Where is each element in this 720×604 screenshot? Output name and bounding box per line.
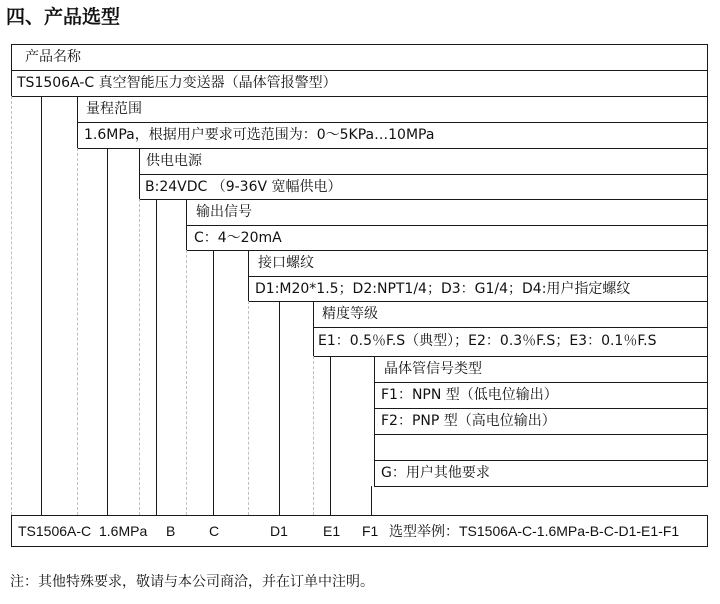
connector-output <box>213 250 214 515</box>
rule-transistor-mid <box>374 382 708 383</box>
product-header: 产品名称 <box>25 49 81 65</box>
code-row-left <box>11 515 12 547</box>
code-product: TS1506A-C <box>18 523 92 539</box>
guide-dashed <box>139 199 140 515</box>
guide-dashed <box>313 356 314 515</box>
selection-example: 选型举例：TS1506A-C-1.6MPa-B-C-D1-E1-F1 <box>389 523 680 539</box>
guide-dashed <box>248 301 249 515</box>
connector-transistor <box>371 486 372 515</box>
rule-transistor-bottom <box>374 486 708 487</box>
transistor-option: G：用户其他要求 <box>381 465 490 481</box>
code-accuracy: E1 <box>323 523 341 539</box>
rule-empty-bottom <box>374 460 708 461</box>
rule-f1-bottom <box>374 408 708 409</box>
connector-accuracy <box>330 356 331 515</box>
step-output-left <box>186 199 187 250</box>
rule-thread-mid <box>248 276 708 277</box>
rule-product-bottom <box>11 96 708 97</box>
step-transistor-left <box>374 356 375 486</box>
rule-product-mid <box>11 70 708 71</box>
rule-product-top <box>11 44 708 45</box>
output-value: C：4～20mA <box>194 230 282 246</box>
rule-f2-bottom <box>374 434 708 435</box>
code-range: 1.6MPa <box>99 523 148 539</box>
step-range-left <box>77 96 78 148</box>
code-power: B <box>166 523 176 539</box>
output-header: 输出信号 <box>196 204 252 220</box>
transistor-header: 晶体管信号类型 <box>384 361 482 377</box>
power-value: B:24VDC （9-36V 宽幅供电） <box>145 179 342 195</box>
connector-power <box>156 199 157 515</box>
connector-product <box>41 96 42 515</box>
step-thread-left <box>248 250 249 301</box>
rule-output-mid <box>186 225 708 226</box>
rule-accuracy-bottom <box>313 356 708 357</box>
thread-value: D1:M20*1.5；D2:NPT1/4；D3：G1/4；D4:用户指定螺纹 <box>255 281 631 297</box>
code-row-bottom <box>11 546 708 547</box>
accuracy-header: 精度等级 <box>322 306 378 322</box>
code-row-right <box>707 515 708 547</box>
code-output: C <box>209 523 220 539</box>
step-accuracy-left <box>313 301 314 356</box>
frame-right-border <box>707 44 708 486</box>
guide-dashed <box>77 148 78 515</box>
range-header: 量程范围 <box>86 101 142 117</box>
step-power-left <box>139 148 140 199</box>
code-transistor: F1 <box>362 523 379 539</box>
rule-power-mid <box>139 174 708 175</box>
range-value: 1.6MPa，根据用户要求可选范围为：0～5KPa…10MPa <box>84 127 435 143</box>
transistor-option: F1：NPN 型（低电位输出） <box>381 387 558 403</box>
code-thread: D1 <box>270 523 288 539</box>
connector-range <box>107 148 108 515</box>
power-header: 供电电源 <box>146 153 202 169</box>
code-row-top <box>11 515 708 516</box>
guide-dashed <box>186 250 187 515</box>
transistor-option: F2：PNP 型（高电位输出） <box>381 413 556 429</box>
thread-header: 接口螺纹 <box>258 255 314 271</box>
accuracy-value: E1：0.5％F.S（典型）；E2：0.3％F.S；E3：0.1％F.S <box>318 333 657 349</box>
guide-dashed <box>11 96 12 515</box>
section-title: 四、产品选型 <box>6 6 121 28</box>
rule-output-bottom <box>186 250 708 251</box>
rule-power-bottom <box>139 199 708 200</box>
rule-range-mid <box>77 122 708 123</box>
rule-accuracy-mid <box>313 327 708 328</box>
rule-range-bottom <box>77 148 708 149</box>
product-value: TS1506A-C 真空智能压力变送器（晶体管报警型） <box>17 75 337 91</box>
connector-thread <box>279 301 280 515</box>
rule-thread-bottom <box>248 301 708 302</box>
footnote: 注：其他特殊要求，敬请与本公司商洽，并在订单中注明。 <box>10 574 374 590</box>
